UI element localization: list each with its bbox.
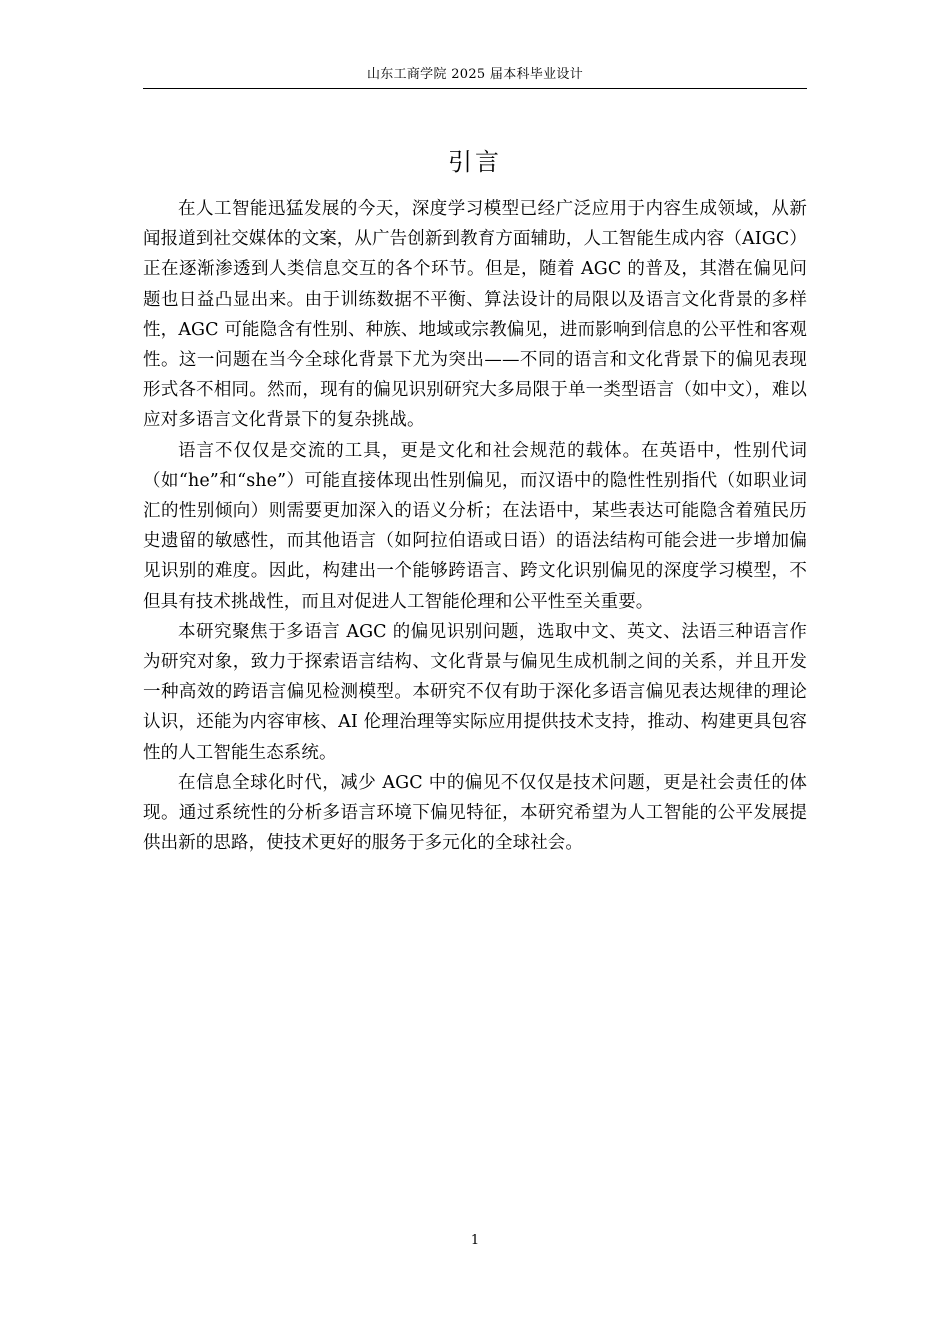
paragraph-3: 本研究聚焦于多语言 AGC 的偏见识别问题，选取中文、英文、法语三种语言作为研究对象，致力于探索语言结构、文化背景与偏见生成机制之间的关系，并且开发一种高效的跨语言偏见检测模型。本研究不仅有助于深化多语言偏见表达规律的理论认识，还能为内容审核、AI 伦理治理等实际应用提供技术支持，推动、构建更具包容性的人工智能生态系统。: [143, 621, 807, 763]
page-number: 1: [470, 1233, 480, 1248]
section-title: 引言: [448, 148, 502, 176]
section-body: [143, 194, 807, 858]
paragraph-4: 在信息全球化时代，减少 AGC 中的偏见不仅仅是技术问题，更是社会责任的体现。通过系统性的分析多语言环境下偏见特征，本研究希望为人工智能的公平发展提供出新的思路，使技术更好的服务于多元化的全球社会。: [143, 772, 807, 854]
paragraph-2: 语言不仅仅是交流的工具，更是文化和社会规范的载体。在英语中，性别代词（如“he”和“she”）可能直接体现出性别偏见，而汉语中的隐性性别指代（如职业词汇的性别倾向）则需要更加深入的语义分析；在法语中，某些表达可能隐含着殖民历史遗留的敏感性，而其他语言（如阿拉伯语或日语）的语法结构可能会进一步增加偏见识别的难度。因此，构建出一个能够跨语言、跨文化识别偏见的深度学习模型，不但具有技术挑战性，而且对促进人工智能伦理和公平性至关重要。: [143, 440, 807, 612]
running-header: 山东工商学院 2025 届本科毕业设计: [366, 67, 584, 82]
header-divider: [143, 88, 807, 89]
paragraph-1: 在人工智能迅猛发展的今天，深度学习模型已经广泛应用于内容生成领域，从新闻报道到社交媒体的文案，从广告创新到教育方面辅助，人工智能生成内容（AIGC）正在逐渐渗透到人类信息交互的各个环节。但是，随着 AGC 的普及，其潜在偏见问题也日益凸显出来。由于训练数据不平衡、算法设计的局限以及语言文化背景的多样性，AGC 可能隐含有性别、种族、地域或宗教偏见，进而影响到信息的公平性和客观性。这一问题在当今全球化背景下尤为突出——不同的语言和文化背景下的偏见表现形式各不相同。然而，现有的偏见识别研究大多局限于单一类型语言（如中文），难以应对多语言文化背景下的复杂挑战。: [143, 199, 807, 431]
